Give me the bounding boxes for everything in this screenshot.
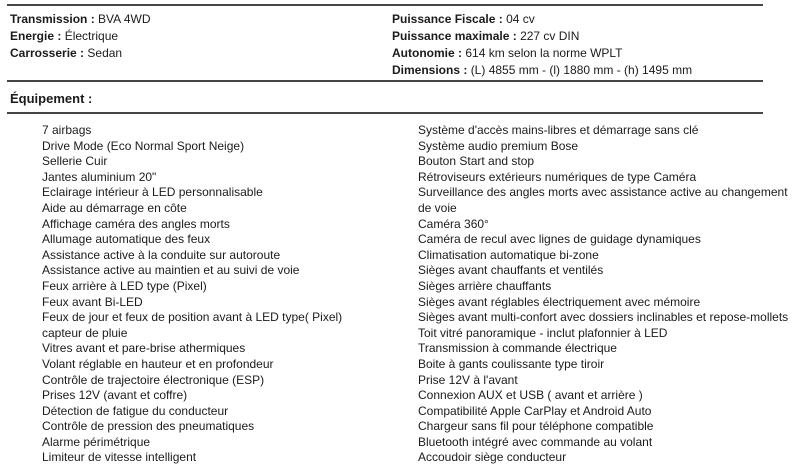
equipment-item: Chargeur sans fil pour téléphone compatible [418, 419, 654, 434]
spec-value: BVA 4WD [98, 12, 151, 26]
equipment-item: Assistance active à la conduite sur autoroute [42, 247, 281, 262]
equipment-item: Prise 12V à l'avant [418, 372, 518, 387]
equipment-item: Surveillance des angles morts avec assistance active au changement de voie [418, 185, 788, 215]
spec-label: Dimensions [392, 63, 461, 77]
spec-row-dimensions [392, 62, 798, 79]
equipment-item: Climatisation automatique bi-zone [418, 247, 599, 262]
equipment-item: Eclairage intérieur à LED personnalisable [42, 185, 263, 200]
equipment-heading: Équipement : [10, 91, 93, 106]
spec-separator: : [54, 29, 65, 43]
equipment-item: Feux avant Bi-LED [42, 294, 143, 309]
spec-label: Puissance maximale [392, 29, 510, 43]
equipment-item: Limiteur de vitesse intelligent [42, 450, 197, 465]
equipment-item: Bouton Start and stop [418, 154, 535, 169]
equipment-item: Alarme périmétrique [42, 434, 151, 449]
spec-separator: : [454, 46, 466, 60]
spec-label: Carrosserie [10, 46, 77, 60]
equipment-item: capteur de pluie [42, 325, 128, 340]
equipment-list [0, 114, 798, 466]
equipment-item: Compatibilité Apple CarPlay et Android Auto [418, 403, 652, 418]
spec-row-puissance-fiscale [392, 11, 798, 28]
spec-value: 227 cv DIN [520, 29, 580, 43]
equipment-item: Connexion AUX et USB ( avant et arrière ) [418, 388, 643, 403]
vehicle-specs [0, 6, 798, 80]
specs-left-column [10, 11, 392, 79]
spec-row-transmission [10, 11, 392, 28]
spec-row-puissance-maximale [392, 28, 798, 45]
spec-value: Électrique [64, 29, 119, 43]
spec-value: 04 cv [506, 12, 535, 26]
spec-row-carrosserie [10, 45, 392, 62]
spec-value: Sedan [87, 46, 123, 60]
spec-value: (L) 4855 mm - (l) 1880 mm - (h) 1495 mm [470, 63, 693, 77]
equipment-item: Sièges avant multi-confort avec dossiers inclinables et repose-mollets [418, 310, 789, 325]
spec-separator: : [495, 12, 507, 26]
equipment-item: 7 airbags [42, 123, 92, 137]
equipment-item: Jantes aluminium 20" [42, 169, 157, 184]
spec-separator: : [460, 63, 471, 77]
equipment-item: Rétroviseurs extérieurs numériques de type Caméra [418, 169, 697, 184]
specs-right-column [392, 11, 798, 79]
equipment-item: Caméra 360° [418, 216, 489, 231]
equipment-item: Système d'accès mains-libres et démarrage sans clé [418, 123, 699, 137]
equipment-left-column [42, 123, 418, 466]
equipment-item: Boite à gants coulissante type tiroir [418, 356, 605, 371]
spec-value: 614 km selon la norme WPLT [465, 46, 623, 60]
equipment-item: Aide au démarrage en côte [42, 200, 187, 215]
equipment-item: Affichage caméra des angles morts [42, 216, 230, 231]
spec-separator: : [76, 46, 88, 60]
spec-separator: : [509, 29, 521, 43]
equipment-item: Toit vitré panoramique - inclut plafonnier à LED [418, 325, 668, 340]
equipment-item: Allumage automatique des feux [42, 232, 211, 247]
equipment-item: Sièges avant chauffants et ventilés [418, 263, 604, 278]
spec-row-energie [10, 28, 392, 45]
equipment-item: Caméra de recul avec lignes de guidage dynamiques [418, 232, 701, 247]
equipment-item: Volant réglable en hauteur et en profondeur [42, 356, 274, 371]
spec-label: Autonomie [392, 46, 455, 60]
equipment-item: Transmission à commande électrique [418, 341, 617, 356]
equipment-item: Drive Mode (Eco Normal Sport Neige) [42, 138, 245, 153]
spec-sheet [0, 4, 798, 466]
equipment-item: Sellerie Cuir [42, 154, 108, 169]
equipment-item: Bluetooth intégré avec commande au volant [418, 434, 653, 449]
spec-separator: : [87, 12, 99, 26]
equipment-item: Vitres avant et pare-brise athermiques [42, 341, 246, 356]
equipment-item: Feux de jour et feux de position avant à LED type( Pixel) [42, 310, 343, 325]
equipment-item: Système audio premium Bose [418, 138, 579, 153]
equipment-right-column [418, 123, 798, 466]
spec-label: Transmission [10, 12, 88, 26]
equipment-item: Détection de fatigue du conducteur [42, 403, 229, 418]
equipment-item: Accoudoir siège conducteur [418, 450, 567, 465]
equipment-item: Assistance active au maintien et au suivi de voie [42, 263, 300, 278]
equipment-item: Contrôle de pression des pneumatiques [42, 419, 255, 434]
spec-row-autonomie [392, 45, 798, 62]
equipment-item: Contrôle de trajectoire électronique (ESP) [42, 372, 265, 387]
spec-label: Puissance Fiscale [392, 12, 496, 26]
equipment-item: Prises 12V (avant et coffre) [42, 388, 188, 403]
equipment-item: Sièges avant réglables électriquement avec mémoire [418, 294, 701, 309]
equipment-item: Sièges arrière chauffants [418, 278, 552, 293]
spec-label: Energie [10, 29, 55, 43]
equipment-item: Feux arrière à LED type (Pixel) [42, 278, 207, 293]
